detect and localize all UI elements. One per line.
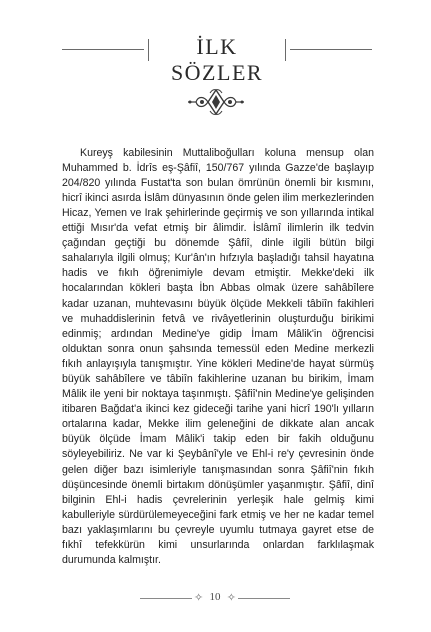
footer-star-icon-left: ✧ bbox=[194, 591, 204, 604]
footer-rule-right bbox=[238, 598, 290, 599]
body-paragraph: Kureyş kabilesinin Muttaliboğulları koluna mensup olan Muhammed b. İdrîs eş-Şâfiî, 150/767 yılında Gazze'de başlayıp 204/820 yılında Fustat'ta son bulan ömrünün önemli bir kısmını, hicrî ikinci asırda İslâm dünyasının önde gelen ilim merkezlerinden Hicaz, Yemen ve Irak şehirlerinde geçirmiş ve son yıllarında intikal ettiği Mısır'da vefat etmiş bir âlimdir. İslâmî ilimlerin ilk tedvin çağından geçtiği bu dönemde Şâfiî, dinle ilgili bütün bilgi sahalarıyla ilgili olmuş; Kur'ân'ın hıfzıyla başladığı tahsil hayatına hadis ve fıkıh öğrenimiyle devam etmiştir. Mekke'deki ilk hocalarından kökleri başta İbn Abbas olmak üzere sahâbîlere kadar uzanan, muhtevasını büyük ölçüde Mekkeli tâbiîn fakihleri ve muhaddislerinin fetvâ ve rivâyetlerinin oluşturduğu birikimi edinmiş; ardından Medine'ye gidip İmam Mâlik'in öğrencisi olduktan sonra onun şahsında temessül eden Medine merkezli fıkıh anlayışıyla tanışmıştır. Yine kökleri Medine'de hayat sürmüş büyük sahâbîlere ve tâbiîn fakihlerine uzanan bu birikim, İmam Mâlik ile yeni bir noktaya taşınmıştı. Şâfiî'nin Medine'ye gelişinden itibaren Bağdat'a ikinci kez gideceği tarihe yani hicrî 190'lı yılların ortalarına kadar, Mekke ilim geleneğini de dikkate alan ancak büyük ölçüde İmam Mâlik'i takip eden bir fakih olduğunu söyleyebiliriz. Ne var ki Şeybânî'yle ve Ehl-i re'y çevresinin önde gelen diğer bazı isimleriyle tanışmasından sonra Şâfiî'nin fıkıh düşüncesinde önemli birtakım dönüşümler yaşanmıştır. Şâfiî, dinî bilginin Ehl-i hadis çevrelerinin yerleşik hale gelmiş kimi kabulleriyle sürdürülemeyeceğini fark etmiş ve her ne kadar temel bazı yaklaşımlarını bu çevreyle uyumlu tutmaya gayret etse de fıkhî tefekkürün kimi unsurlarında onlardan farklılaşmak durumunda kalmıştır. bbox=[62, 146, 374, 567]
page-number: 10 bbox=[209, 591, 221, 603]
header-rule-left bbox=[62, 49, 144, 50]
header-tick-right bbox=[285, 39, 286, 61]
header-tick-left bbox=[148, 39, 149, 61]
chapter-title: İLK SÖZLER bbox=[170, 34, 264, 85]
page-footer bbox=[140, 588, 290, 608]
header-rule-right bbox=[290, 49, 372, 50]
chapter-header bbox=[62, 26, 372, 85]
floral-ornament-icon bbox=[186, 88, 246, 116]
footer-star-icon-right: ✧ bbox=[226, 591, 236, 604]
